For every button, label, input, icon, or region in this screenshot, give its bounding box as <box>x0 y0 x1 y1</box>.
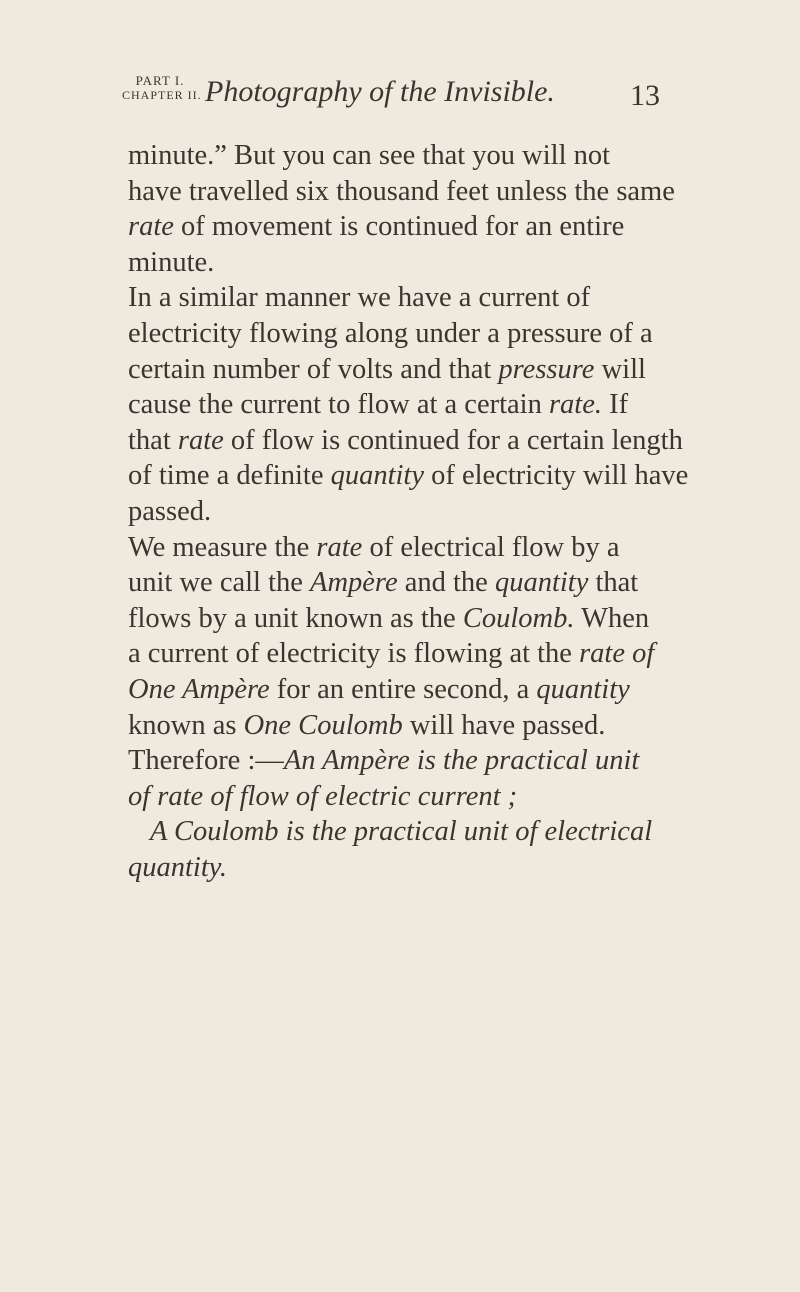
text-segment: minute. <box>128 246 215 278</box>
part-label: PART I. <box>135 73 185 88</box>
text-line <box>128 209 688 245</box>
text-line <box>128 174 688 210</box>
text-line <box>128 814 688 850</box>
text-segment: certain number of volts and that <box>128 353 499 385</box>
text-segment: that <box>588 567 639 599</box>
text-line <box>128 672 688 708</box>
text-line <box>128 280 688 316</box>
text-line <box>128 458 688 494</box>
text-segment: of flow is continued for a certain length <box>223 424 683 456</box>
running-head <box>0 74 800 114</box>
italic-text: quantity. <box>128 851 227 883</box>
chapter-label: CHAPTER II. <box>122 88 202 102</box>
text-line <box>128 565 688 601</box>
text-segment: minute.” But you can see that you will not <box>128 140 611 171</box>
text-segment: of movement is continued for an entire <box>173 211 625 243</box>
text-line <box>128 138 688 174</box>
text-line <box>128 708 688 744</box>
text-line <box>128 352 688 388</box>
text-segment: of electrical flow by a <box>362 531 620 563</box>
text-segment: electricity flowing along under a pressure of a <box>128 317 653 349</box>
italic-text: rate <box>177 424 224 456</box>
page-number: 13 <box>630 79 660 112</box>
text-segment: have travelled six thousand feet unless the same <box>128 175 675 207</box>
part-chapter-label <box>122 73 202 102</box>
text-segment: known as <box>128 709 244 741</box>
italic-text: An Ampère is the practical unit <box>283 745 640 777</box>
text-line <box>128 850 688 886</box>
italic-text: One Coulomb <box>243 709 403 741</box>
text-line <box>128 779 688 815</box>
text-segment: passed. <box>128 495 212 527</box>
text-line <box>128 245 688 281</box>
text-line <box>128 494 688 530</box>
text-segment: When <box>574 602 650 634</box>
italic-text: Coulomb. <box>462 602 575 634</box>
text-segment: will have passed. <box>402 709 606 741</box>
text-segment: flows by a unit known as the <box>128 602 463 634</box>
italic-text: pressure <box>498 353 595 385</box>
text-line <box>128 743 688 779</box>
text-segment: If <box>602 389 629 421</box>
text-segment: cause the current to flow at a certain <box>128 389 549 421</box>
text-line <box>128 601 688 637</box>
text-line <box>128 530 688 566</box>
text-segment: In a similar manner we have a current of <box>128 282 591 314</box>
text-segment: Therefore :— <box>128 745 284 777</box>
italic-text: rate of <box>579 638 655 670</box>
text-segment: that <box>128 424 178 456</box>
body-text <box>128 138 688 885</box>
text-segment: and the <box>397 567 495 599</box>
running-title: Photography of the Invisible. <box>205 75 555 108</box>
text-segment: unit we call the <box>128 567 311 599</box>
text-segment: will <box>594 353 646 385</box>
text-line <box>128 387 688 423</box>
text-line <box>128 636 688 672</box>
italic-text: of rate of flow of electric current ; <box>128 780 518 812</box>
text-line <box>128 316 688 352</box>
text-segment: of electricity will have <box>424 460 689 492</box>
italic-text: rate <box>128 211 174 243</box>
italic-text: rate. <box>548 389 603 421</box>
italic-text: One Ampère <box>128 673 270 705</box>
italic-text: Ampère <box>310 567 398 599</box>
text-segment: for an entire second, a <box>269 673 537 705</box>
italic-text: quantity <box>330 460 424 492</box>
italic-text: quantity <box>536 673 630 705</box>
italic-text: A Coulomb is the practical unit of electrical <box>150 816 653 848</box>
italic-text: quantity <box>494 567 589 599</box>
italic-text: rate <box>316 531 363 563</box>
text-segment: We measure the <box>128 531 317 563</box>
text-segment: a current of electricity is flowing at the <box>128 638 580 670</box>
text-segment: of time a definite <box>128 460 331 492</box>
text-line <box>128 423 688 459</box>
